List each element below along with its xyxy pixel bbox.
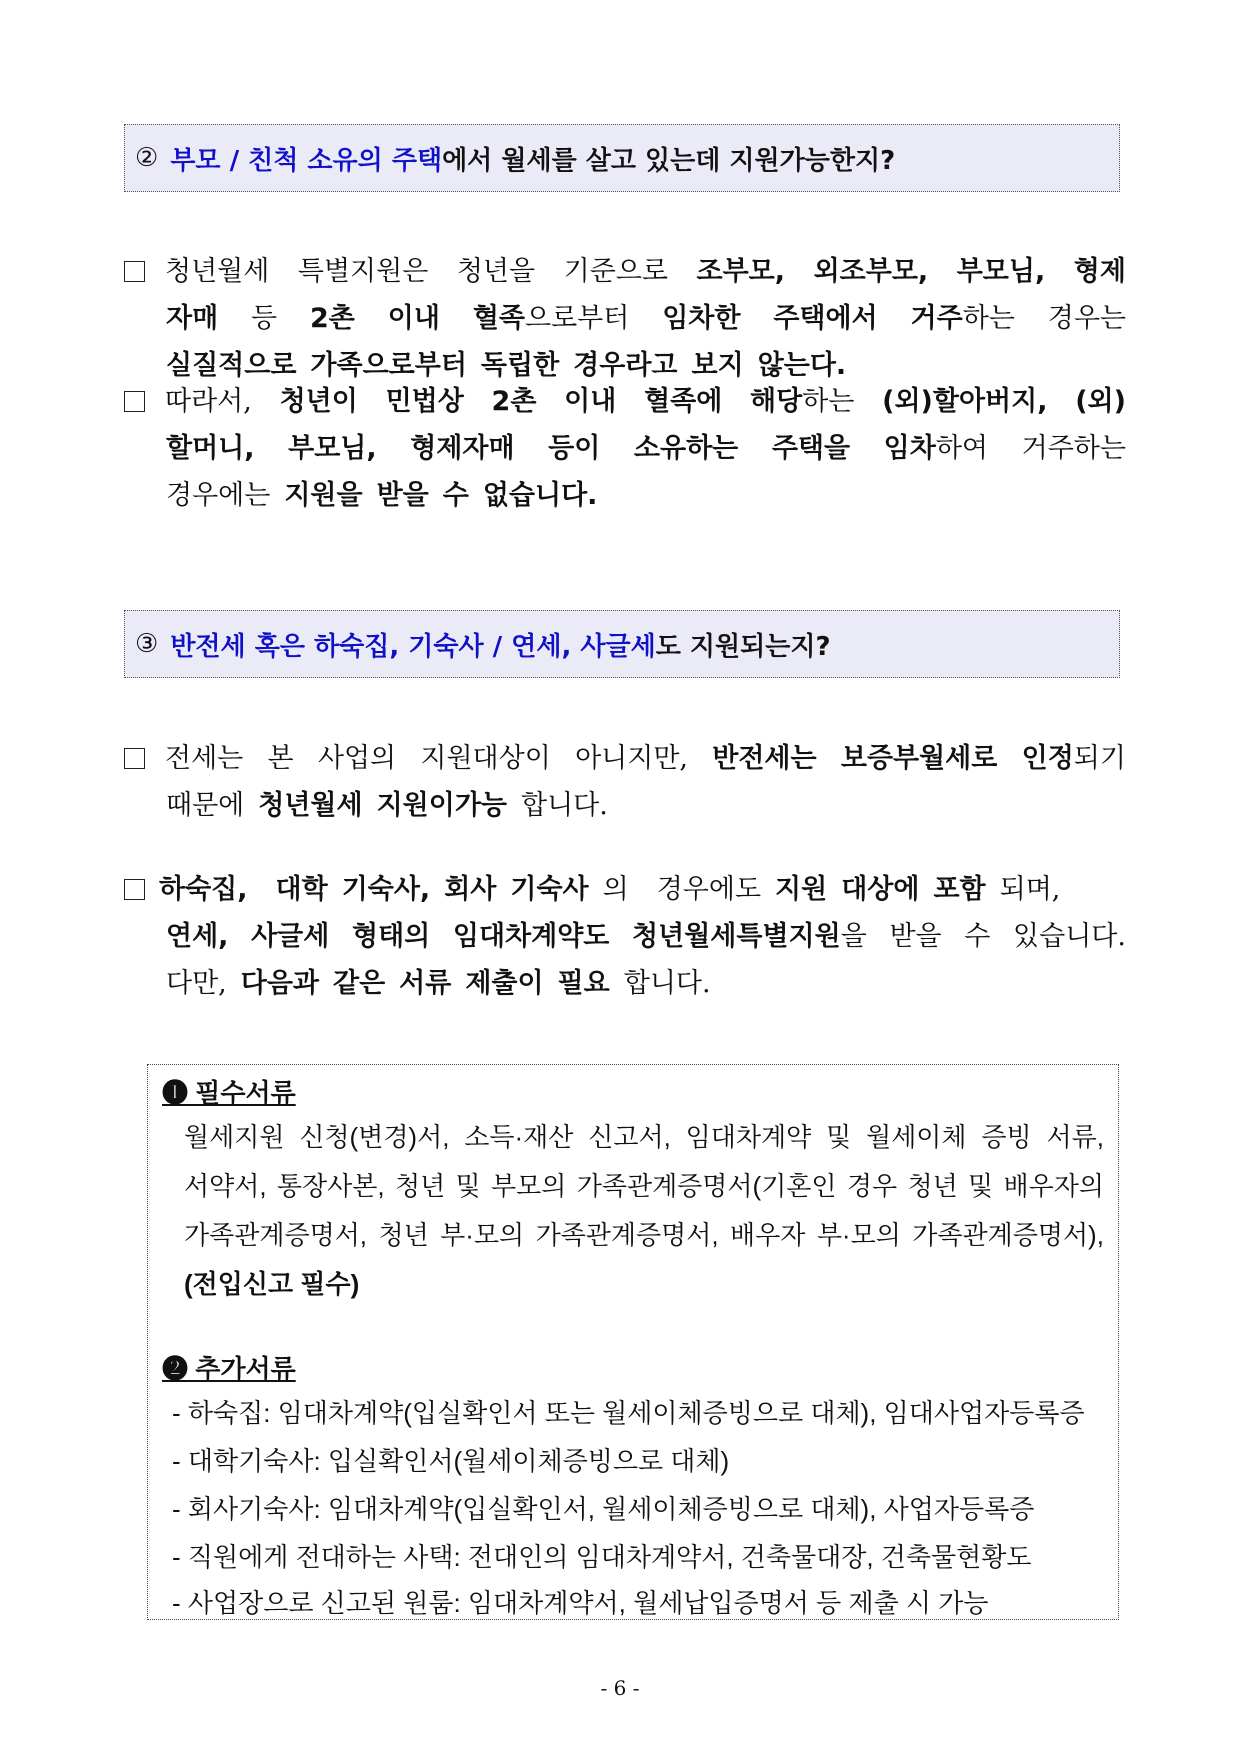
additional-doc-item: - 직원에게 전대하는 사택: 전대인의 임대차계약서, 건축물대장, 건축물현황도 bbox=[172, 1542, 1032, 1572]
question-number: ③ bbox=[135, 629, 159, 659]
heading-highlight: 반전세 혹은 하숙집, 기숙사 / 연세, 사글세 bbox=[170, 631, 656, 662]
required-docs-title: ❶ 필수서류 bbox=[162, 1078, 296, 1108]
paragraph-boarding-dormitory: 하숙집, 대학 기숙사, 회사 기숙사 의 경우에도 지원 대상에 포함 되며, 연세, 사글세 형태의 임대차계약도 청년월세특별지원을 받을 수 있습니다. 다만, 다음과 같은 서류 제출이 필요 합니다. bbox=[124, 866, 1126, 1007]
checkbox-bullet-icon bbox=[124, 261, 145, 282]
required-documents-box bbox=[147, 1064, 1119, 1620]
heading-text: 에서 월세를 살고 있는데 지원가능한지? bbox=[442, 145, 896, 176]
required-docs-line: 서약서, 통장사본, 청년 및 부모의 가족관계증명서(기혼인 경우 청년 및 배우자의 bbox=[184, 1171, 1104, 1201]
required-docs-line: 월세지원 신청(변경)서, 소득·재산 신고서, 임대차계약 및 월세이체 증빙 서류, bbox=[184, 1122, 1104, 1152]
paragraph-relatives-owned: 따라서, 청년이 민법상 2촌 이내 혈족에 해당하는 (외)할아버지, (외) 할머니, 부모님, 형제자매 등이 소유하는 주택을 임차하여 거주하는 경우에는 지원을 받을 수 없습니다. bbox=[124, 378, 1126, 519]
paragraph-half-jeonse: 전세는 본 사업의 지원대상이 아니지만, 반전세는 보증부월세로 인정되기 때문에 청년월세 지원이 가능 합니다. bbox=[124, 735, 1126, 829]
additional-doc-item: - 대학기숙사: 입실확인서(월세이체증빙으로 대체) bbox=[172, 1446, 730, 1476]
checkbox-bullet-icon bbox=[124, 879, 145, 900]
question-number: ② bbox=[135, 143, 159, 173]
additional-docs-title: ❷ 추가서류 bbox=[162, 1354, 296, 1384]
additional-doc-item: - 사업장으로 신고된 원룸: 임대차계약서, 월세납입증명서 등 제출 시 가능 bbox=[172, 1588, 989, 1618]
paragraph-family-exclusion: 청년월세 특별지원은 청년을 기준으로 조부모, 외조부모, 부모님, 형제 자매 등 2촌 이내 혈족으로부터 임차한 주택에서 거주하는 경우는 실질적으로 가족으로부터 독립한 경우라고 보지 않는다. bbox=[124, 248, 1126, 389]
heading-highlight: 부모 / 친척 소유의 주택 bbox=[170, 145, 443, 176]
heading-text: 도 지원되는지? bbox=[655, 631, 831, 662]
checkbox-bullet-icon bbox=[124, 748, 145, 769]
move-in-report-note: (전입신고 필수) bbox=[184, 1269, 360, 1299]
checkbox-bullet-icon bbox=[124, 391, 145, 412]
additional-doc-item: - 하숙집: 임대차계약(입실확인서 또는 월세이체증빙으로 대체), 임대사업자등록증 bbox=[172, 1398, 1085, 1428]
question-3-heading bbox=[124, 610, 1120, 678]
question-2-heading bbox=[124, 124, 1120, 192]
required-docs-line: 가족관계증명서, 청년 부·모의 가족관계증명서, 배우자 부·모의 가족관계증명서), bbox=[184, 1220, 1104, 1250]
page-number: - 6 - bbox=[600, 1676, 640, 1700]
additional-doc-item: - 회사기숙사: 임대차계약(입실확인서, 월세이체증빙으로 대체), 사업자등록증 bbox=[172, 1494, 1035, 1524]
